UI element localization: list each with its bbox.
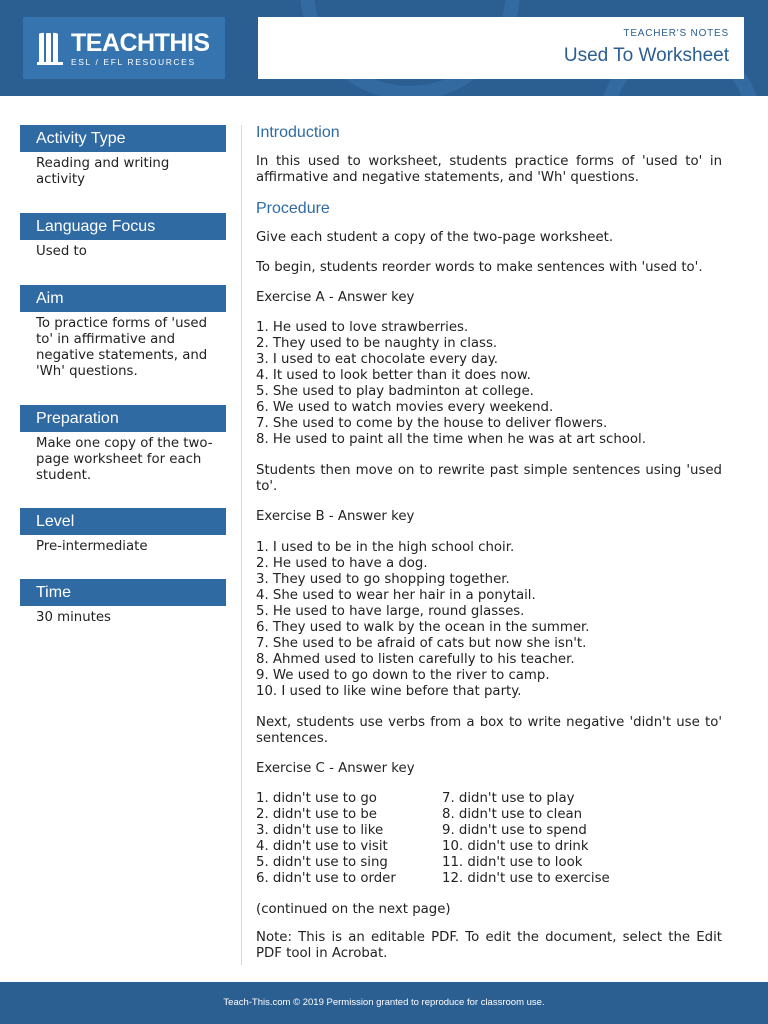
procedure-paragraph: To begin, students reorder words to make sentences with 'used to'. [256,260,703,275]
sidebar-heading: Activity Type [20,125,226,152]
list-item: 7. She used to come by the house to deliver flowers. [256,416,608,431]
sidebar [20,125,226,639]
sidebar-body: To practice forms of 'used to' in affirmative and negative statements, and 'Wh' questions. [36,316,208,379]
sidebar-section-activity-type [20,125,226,213]
list-item: 8. Ahmed used to listen carefully to his teacher. [256,652,575,667]
list-item: 8. didn't use to clean [442,807,583,822]
list-item: 3. They used to go shopping together. [256,572,510,587]
sidebar-section-preparation [20,405,226,508]
introduction-heading: Introduction [256,124,340,141]
list-item: 3. I used to eat chocolate every day. [256,352,498,367]
sidebar-body: Reading and writing activity [36,156,170,187]
list-item: 10. I used to like wine before that party. [256,684,522,699]
exercise-b-label: Exercise B - Answer key [256,509,415,524]
list-item: 9. didn't use to spend [442,823,587,838]
sidebar-body: Used to [36,244,87,259]
sidebar-section-language-focus [20,213,226,285]
answers-column-left [256,791,442,887]
list-item: 6. They used to walk by the ocean in the summer. [256,620,590,635]
list-item: 10. didn't use to drink [442,839,589,854]
list-item: 6. We used to watch movies every weekend. [256,400,554,415]
sidebar-heading: Language Focus [20,213,226,240]
sidebar-heading: Level [20,508,226,535]
title-kicker: TEACHER'S NOTES [623,28,729,39]
list-item: 2. They used to be naughty in class. [256,336,498,351]
procedure-paragraph: Students then move on to rewrite past simple sentences using 'used to'. [256,463,722,494]
page-header [0,0,768,96]
list-item: 2. He used to have a dog. [256,556,428,571]
exercise-a-answers [256,320,722,448]
list-item: 5. He used to have large, round glasses. [256,604,525,619]
sidebar-body: 30 minutes [36,610,111,625]
list-item: 4. It used to look better than it does now. [256,368,531,383]
sidebar-heading: Preparation [20,405,226,432]
procedure-paragraph: Next, students use verbs from a box to write negative 'didn't use to' sentences. [256,715,722,746]
logo [23,17,225,79]
list-item: 1. He used to love strawberries. [256,320,469,335]
sidebar-heading: Aim [20,285,226,312]
list-item: 1. didn't use to go [256,791,377,806]
column-divider [241,125,242,965]
list-item: 7. She used to be afraid of cats but now she isn't. [256,636,587,651]
exercise-c-label: Exercise C - Answer key [256,761,415,776]
list-item: 4. She used to wear her hair in a ponytail. [256,588,536,603]
page-title: Used To Worksheet [563,45,729,66]
list-item: 4. didn't use to visit [256,839,388,854]
answers-column-right [442,791,610,887]
introduction-text: In this used to worksheet, students practice forms of 'used to' in affirmative and negative statements, and 'Wh' questions. [256,154,722,185]
procedure-heading: Procedure [256,200,330,217]
list-item: 11. didn't use to look [442,855,583,870]
book-logo-icon [37,31,65,65]
exercise-b-answers [256,540,722,700]
list-item: 1. I used to be in the high school choir. [256,540,515,555]
page-footer: Teach-This.com © 2019 Permission granted to reproduce for classroom use. [0,982,768,1024]
procedure-paragraph: Give each student a copy of the two-page worksheet. [256,230,614,245]
exercise-a-label: Exercise A - Answer key [256,290,415,305]
logo-wordmark: TEACHTHIS [71,28,210,57]
list-item: 5. She used to play badminton at college. [256,384,534,399]
list-item: 8. He used to paint all the time when he was at art school. [256,432,646,447]
sidebar-heading: Time [20,579,226,606]
continued-note: (continued on the next page) [256,902,451,917]
logo-tagline: ESL / EFL RESOURCES [71,56,196,67]
sidebar-section-aim [20,285,226,405]
sidebar-section-time [20,579,226,639]
sidebar-section-level [20,508,226,579]
list-item: 2. didn't use to be [256,807,377,822]
list-item: 6. didn't use to order [256,871,396,886]
main-content [256,124,722,962]
title-box [258,17,744,79]
list-item: 12. didn't use to exercise [442,871,610,886]
list-item: 7. didn't use to play [442,791,575,806]
sidebar-body: Pre-intermediate [36,539,148,554]
list-item: 9. We used to go down to the river to camp. [256,668,550,683]
sidebar-body: Make one copy of the two-page worksheet for each student. [36,436,213,483]
exercise-c-answers [256,791,722,887]
list-item: 3. didn't use to like [256,823,384,838]
list-item: 5. didn't use to sing [256,855,388,870]
editable-pdf-note: Note: This is an editable PDF. To edit the document, select the Edit PDF tool in Acrobat. [256,930,722,961]
